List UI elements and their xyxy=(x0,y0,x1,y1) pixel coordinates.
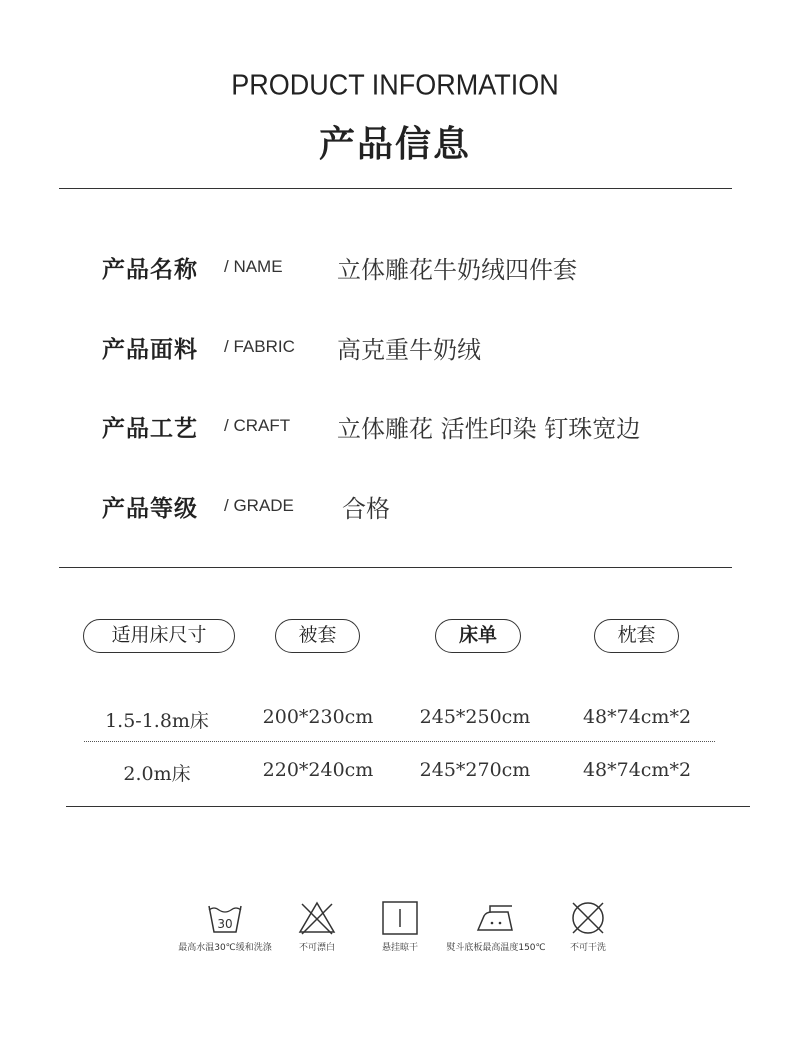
info-row-name xyxy=(0,245,790,285)
info-en-grade: / GRADE xyxy=(224,496,294,515)
size-cell: 48*74cm*2 xyxy=(582,706,692,728)
care-label: 不可干洗 xyxy=(569,943,606,953)
size-row-divider xyxy=(84,741,715,742)
care-item-iron xyxy=(440,900,552,953)
hang-dry-icon xyxy=(380,900,420,936)
info-row-fabric xyxy=(0,325,790,365)
size-header-pillow: 枕套 xyxy=(594,619,679,653)
size-cell: 2.0m床 xyxy=(123,763,191,785)
size-cell: 220*240cm xyxy=(262,759,374,781)
divider-top xyxy=(59,188,732,189)
info-value-fabric: 高克重牛奶绒 xyxy=(337,336,481,364)
divider-bottom xyxy=(66,806,750,807)
care-label: 熨斗底板最高温度150℃ xyxy=(446,943,546,953)
info-label-name: 产品名称 xyxy=(102,257,198,283)
info-value-name: 立体雕花牛奶绒四件套 xyxy=(337,256,577,284)
info-row-craft xyxy=(0,404,790,444)
care-item-no-bleach xyxy=(285,900,349,953)
info-label-fabric: 产品面料 xyxy=(102,337,198,363)
size-cell: 245*270cm xyxy=(419,759,531,781)
info-en-craft: / CRAFT xyxy=(224,416,291,435)
info-value-grade: 合格 xyxy=(342,495,390,523)
info-en-fabric: / FABRIC xyxy=(224,337,295,356)
care-item-wash xyxy=(175,900,275,953)
no-bleach-icon xyxy=(297,900,337,936)
size-cell: 200*230cm xyxy=(262,706,374,728)
wash-temp-number: 30 xyxy=(217,917,233,931)
info-value-craft: 立体雕花 活性印染 钉珠宽边 xyxy=(337,415,641,443)
info-en-name: / NAME xyxy=(224,257,283,276)
care-item-no-dry-clean xyxy=(556,900,620,953)
size-header-bed: 适用床尺寸 xyxy=(83,619,235,653)
care-label: 最高水温30℃缓和洗涤 xyxy=(178,943,272,953)
size-header-sheet: 床单 xyxy=(435,619,521,653)
divider-middle xyxy=(59,567,732,568)
info-row-grade xyxy=(0,484,790,524)
info-label-craft: 产品工艺 xyxy=(102,416,198,442)
care-label: 不可漂白 xyxy=(298,943,335,953)
iron-icon xyxy=(474,900,518,936)
info-label-grade: 产品等级 xyxy=(102,496,198,522)
care-item-hang-dry xyxy=(368,900,432,953)
care-label: 悬挂晾干 xyxy=(381,943,418,953)
wash-30-icon xyxy=(205,900,245,936)
size-cell: 245*250cm xyxy=(419,706,531,728)
en-title: PRODUCT INFORMATION xyxy=(231,69,559,101)
size-cell: 1.5-1.8m床 xyxy=(105,710,209,732)
size-cell: 48*74cm*2 xyxy=(582,759,692,781)
no-dry-clean-icon xyxy=(568,900,608,936)
page-title: 产品信息 xyxy=(318,124,471,165)
size-header-duvet: 被套 xyxy=(275,619,360,653)
